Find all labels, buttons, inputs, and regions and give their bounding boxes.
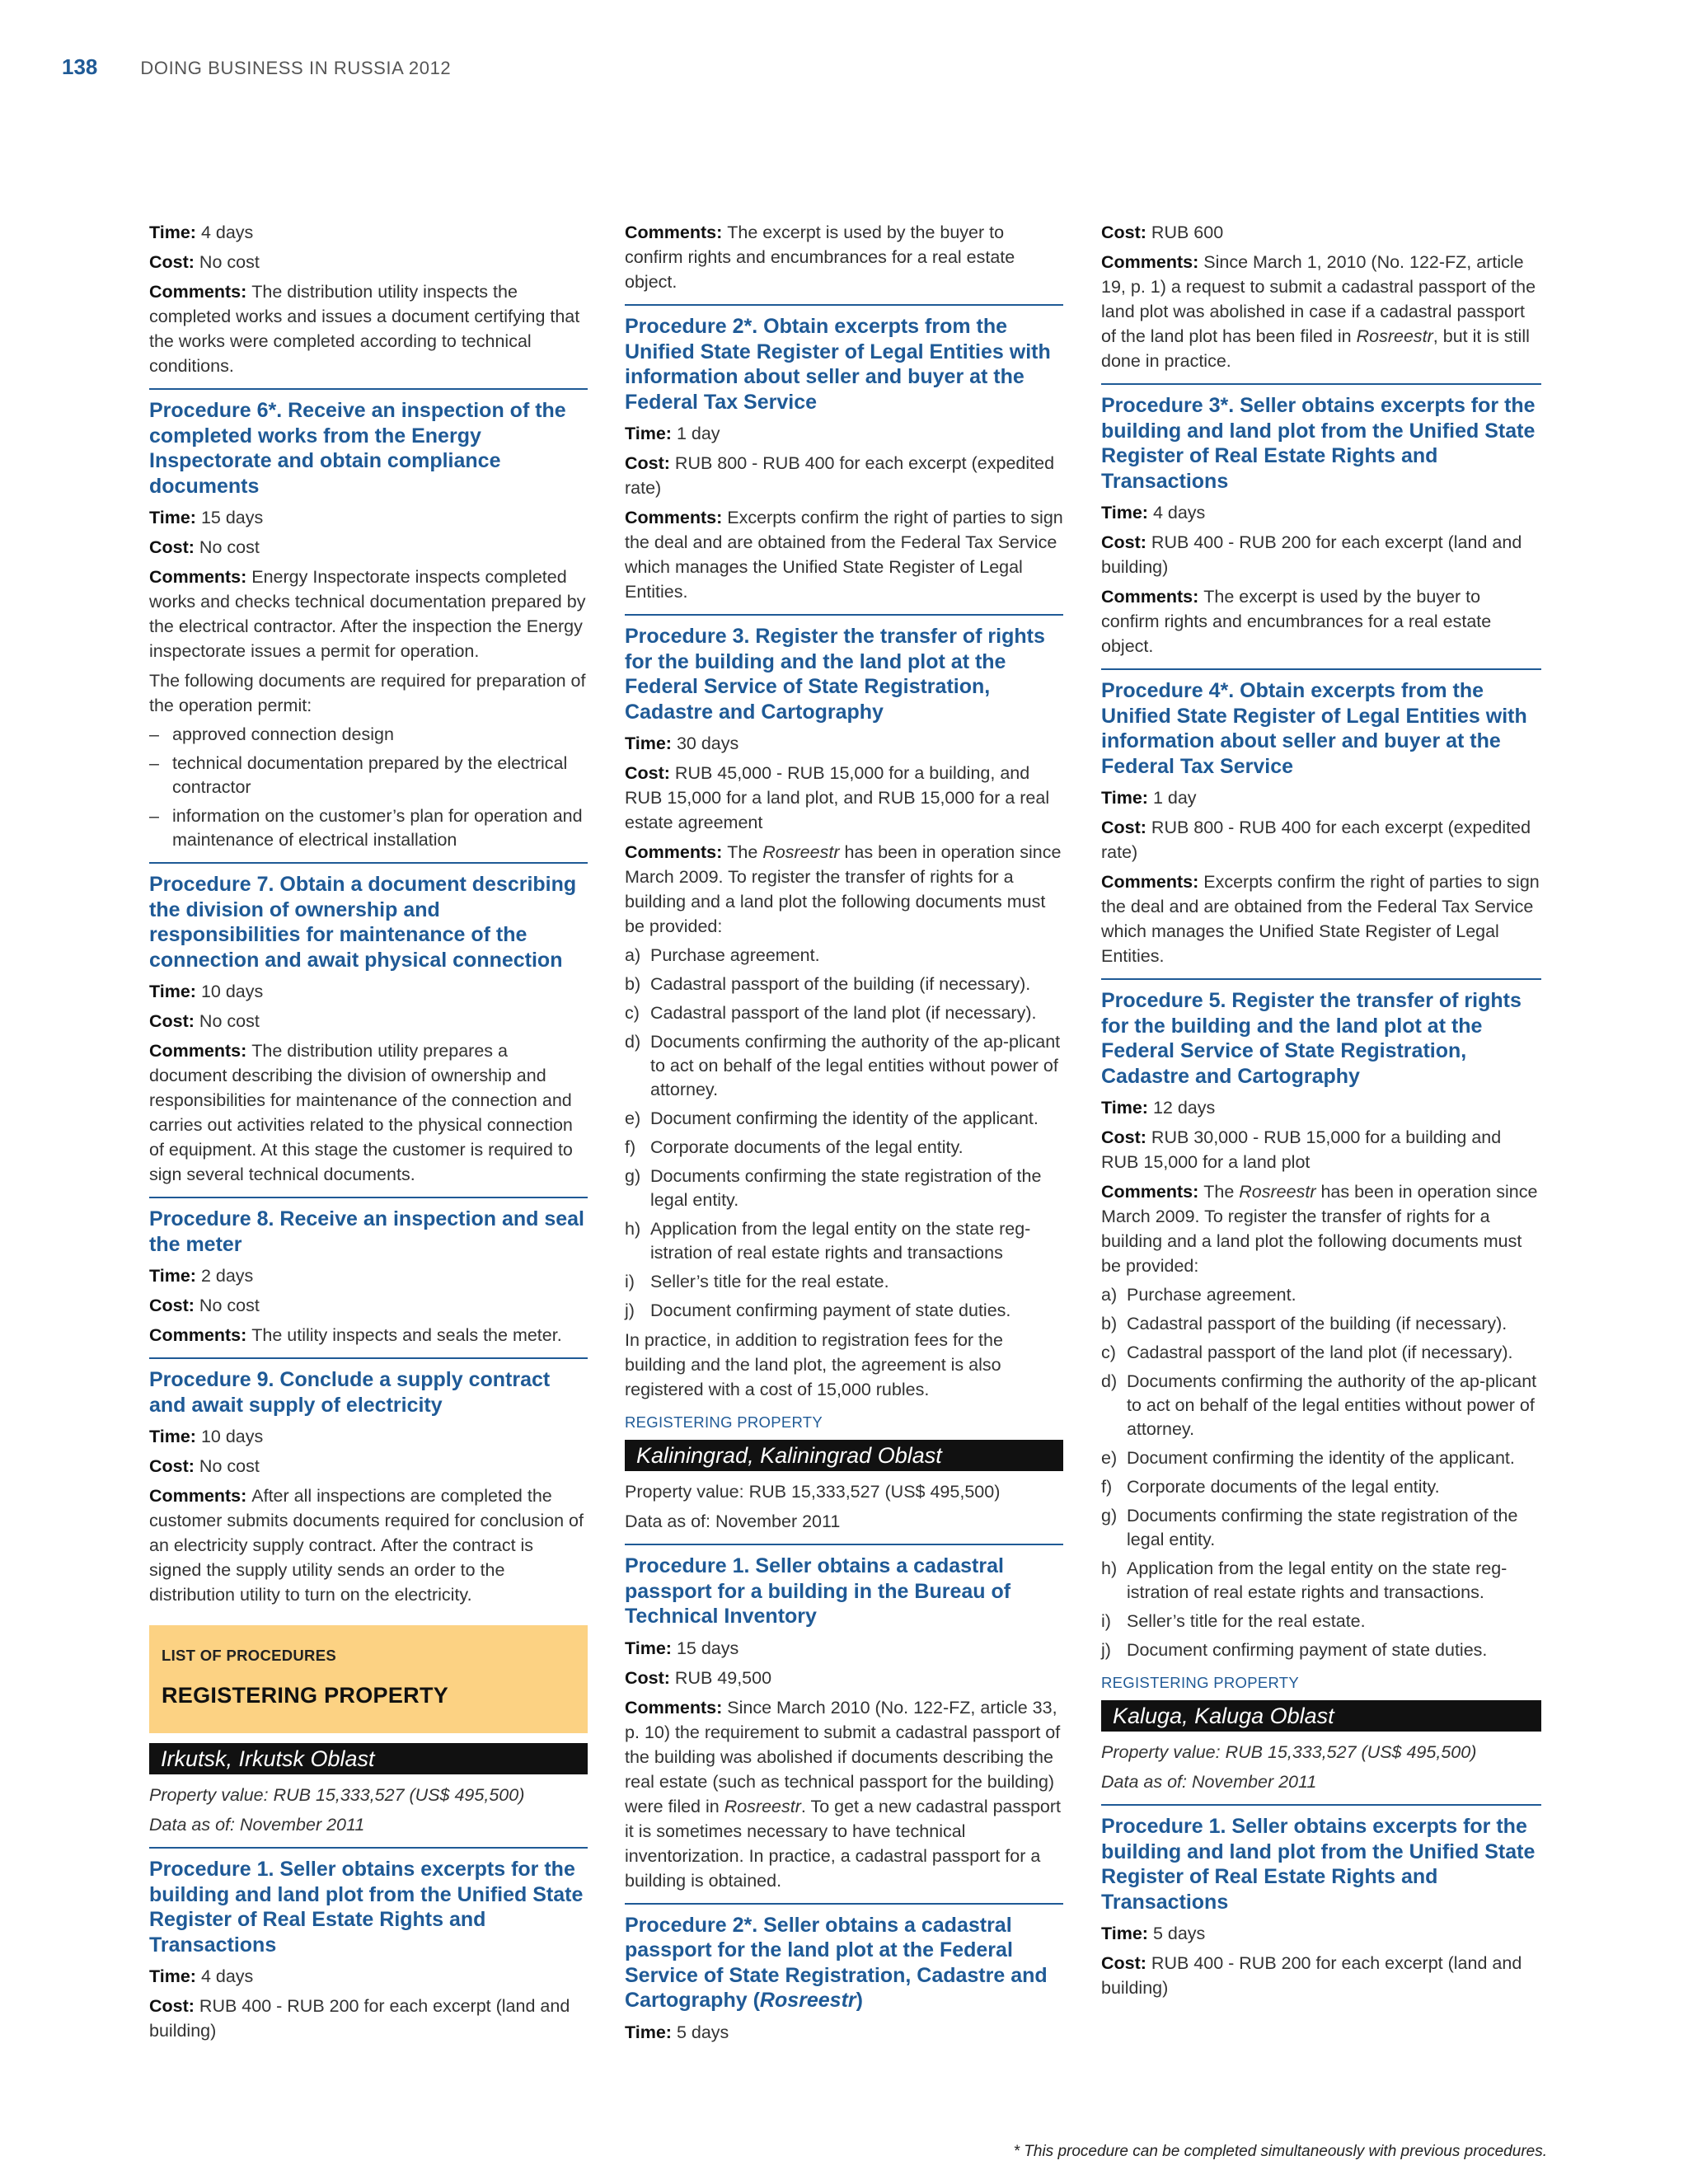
- comments-field: Comments: The excerpt is used by the buyer to confirm rights and encumbrances for a real estate object.: [625, 223, 1015, 292]
- section-label: REGISTERING PROPERTY: [1101, 1674, 1300, 1691]
- list-item: i) Seller’s title for the real estate.: [625, 1272, 889, 1291]
- list-item: c) Cadastral passport of the land plot (if necessary).: [625, 1003, 1037, 1023]
- column-3: [1101, 220, 1541, 2005]
- list-item: g) Documents confirming the state registration of the legal entity.: [1101, 1506, 1518, 1549]
- procedure-title: Procedure 9. Conclude a supply contract and await supply of electricity: [149, 1368, 551, 1417]
- procedure-1-kaluga: [1101, 1804, 1541, 2000]
- procedure-title: Procedure 3*. Seller obtains excerpts for the building and land plot from the Unified State Register of Real Estate Rights and Transactions: [1101, 394, 1536, 493]
- procedure-title: Procedure 8. Receive an inspection and seal the meter: [149, 1207, 584, 1256]
- data-as-of: Data as of: November 2011: [149, 1815, 365, 1835]
- city-heading-kaliningrad: Kaliningrad, Kaliningrad Oblast: [625, 1440, 1063, 1471]
- cost-field: Cost: RUB 400 - RUB 200 for each excerpt (land and building): [1101, 1953, 1522, 1998]
- procedure-title: Procedure 1. Seller obtains excerpts for the building and land plot from the Unified State Register of Real Estate Rights and Transactions: [149, 1858, 584, 1957]
- procedure-title: Procedure 2*. Seller obtains a cadastral passport for the land plot at the Federal Service of State Registration, Cadastre and Cartography (Rosreestr): [625, 1913, 1048, 2012]
- procedure-7: [149, 862, 588, 1187]
- box-heading: REGISTERING PROPERTY: [162, 1683, 449, 1708]
- time-field: Time: 12 days: [1101, 1098, 1216, 1118]
- comments-field: Comments: After all inspections are completed the customer submits documents required for conclusion of an electricity supply contract. After the contract is signed the supply utility sends an order to the distribution utility to turn on the electricity.: [149, 1486, 584, 1605]
- comments-field: Comments: Energy Inspectorate inspects completed works and checks technical documentation prepared by the electrical contractor. After the inspection the Energy inspectorate issues a permit for operation.: [149, 567, 586, 661]
- comments-field: Comments: Since March 2010 (No. 122-FZ, article 33, p. 10) the requirement to submit a cadastral passport of the building was abolished if documents describing the real estate (such as technical passport for the building) were filed in Rosreestr. To get a new cadastral passport it is sometimes necessary to have technical inventorization. In practice, a cadastral passport for a building is obtained.: [625, 1697, 1062, 1891]
- list-item: e) Document confirming the identity of the applicant.: [1101, 1448, 1515, 1468]
- list-item: d) Documents confirming the authority of the ap-plicant to act on behalf of the legal entities without power of attorney.: [625, 1032, 1061, 1099]
- time-field: Time: 4 days: [149, 1966, 254, 1986]
- cost-field: Cost: RUB 45,000 - RUB 15,000 for a building, and RUB 15,000 for a land plot, and RUB 15,000 for a real estate agreement: [625, 763, 1050, 832]
- property-value: Property value: RUB 15,333,527 (US$ 495,500): [625, 1482, 1001, 1502]
- time-field: Time: 15 days: [625, 1638, 739, 1658]
- document-list: [149, 723, 588, 852]
- comments-field: Comments: The Rosreestr has been in operation since March 2009. To register the transfer of rights for a building and a land plot the following documents must be provided:: [1101, 1182, 1538, 1276]
- property-value: Property value: RUB 15,333,527 (US$ 495,500): [149, 1785, 525, 1805]
- list-item: b) Cadastral passport of the building (if necessary).: [1101, 1314, 1507, 1333]
- time-field: Time: 2 days: [149, 1266, 254, 1286]
- time-field: Time: 1 day: [625, 424, 720, 443]
- cost-field: Cost: No cost: [149, 1011, 260, 1031]
- divider: [625, 614, 1063, 616]
- procedure-3-irkutsk: [625, 614, 1063, 1402]
- cost-field: Cost: RUB 400 - RUB 200 for each excerpt (land and building): [1101, 532, 1522, 577]
- list-item: – information on the customer’s plan for operation and maintenance of electrical installation: [149, 804, 588, 852]
- cost-field: Cost: RUB 800 - RUB 400 for each excerpt (expedited rate): [1101, 818, 1531, 862]
- list-item: h) Application from the legal entity on the state reg-istration of real estate rights and transactions.: [1101, 1558, 1507, 1602]
- comments-field: Comments: The utility inspects and seals the meter.: [149, 1325, 562, 1345]
- list-item: c) Cadastral passport of the land plot (if necessary).: [1101, 1343, 1513, 1362]
- time-field: Time: 5 days: [625, 2022, 729, 2042]
- comments-field: Comments: Excerpts confirm the right of parties to sign the deal and are obtained from the Federal Tax Service which manages the Unified State Register of Legal Entities.: [625, 508, 1063, 602]
- list-item: a) Purchase agreement.: [1101, 1285, 1296, 1305]
- list-item: j) Document confirming payment of state duties.: [1101, 1640, 1488, 1660]
- divider: [1101, 978, 1541, 980]
- list-item: g) Documents confirming the state registration of the legal entity.: [625, 1166, 1042, 1210]
- time-field: Time: 10 days: [149, 982, 264, 1001]
- divider: [149, 1847, 588, 1849]
- list-of-procedures-box: [149, 1625, 588, 1733]
- cost-field: Cost: RUB 800 - RUB 400 for each excerpt (expedited rate): [625, 453, 1055, 498]
- city-heading-kaluga: Kaluga, Kaluga Oblast: [1101, 1700, 1541, 1732]
- procedure-8: [149, 1197, 588, 1347]
- divider: [625, 304, 1063, 306]
- procedure-title: Procedure 7. Obtain a document describing the division of ownership and responsibilities for maintenance of the connection and await physical connection: [149, 873, 577, 972]
- comments-field: Comments: Excerpts confirm the right of parties to sign the deal and are obtained from the Federal Tax Service which manages the Unified State Register of Legal Entities.: [1101, 872, 1540, 966]
- cost-field: Cost: RUB 600: [1101, 223, 1224, 242]
- cost-field: Cost: RUB 400 - RUB 200 for each excerpt (land and building): [149, 1996, 570, 2041]
- data-as-of: Data as of: November 2011: [1101, 1772, 1317, 1792]
- procedure-2-irkutsk: [625, 304, 1063, 604]
- list-item: d) Documents confirming the authority of the ap-plicant to act on behalf of the legal entities without power of attorney.: [1101, 1371, 1537, 1439]
- paragraph: In practice, in addition to registration fees for the building and the land plot, the agreement is also registered with a cost of 15,000 rubles.: [625, 1330, 1003, 1399]
- comments-field: Comments: The excerpt is used by the buyer to confirm rights and encumbrances for a real estate object.: [1101, 587, 1492, 656]
- procedure-6: [149, 388, 588, 852]
- column-1: [149, 220, 588, 2048]
- list-item: e) Document confirming the identity of the applicant.: [625, 1108, 1039, 1128]
- page-header: [62, 54, 451, 79]
- list-item: h) Application from the legal entity on the state reg-istration of real estate rights and transactions: [625, 1219, 1031, 1263]
- list-item: – technical documentation prepared by the electrical contractor: [149, 752, 588, 799]
- page-number: 138: [62, 54, 98, 79]
- procedure-title: Procedure 3. Register the transfer of rights for the building and the land plot at the Federal Service of State Registration, Cadastre and Cartography: [625, 625, 1045, 724]
- list-item: b) Cadastral passport of the building (if necessary).: [625, 974, 1031, 994]
- comments-field: Comments: The distribution utility inspects the completed works and issues a document certifying that the works were completed according to technical conditions.: [149, 282, 580, 376]
- list-item: j) Document confirming payment of state duties.: [625, 1301, 1011, 1320]
- time-field: Time: 30 days: [625, 733, 739, 753]
- procedure-9: [149, 1357, 588, 1607]
- divider: [149, 1197, 588, 1198]
- procedure-title: Procedure 2*. Obtain excerpts from the Unified State Register of Legal Entities with information about seller and buyer at the Federal Tax Service: [625, 315, 1051, 414]
- list-item: f) Corporate documents of the legal entity.: [1101, 1477, 1440, 1497]
- divider: [1101, 668, 1541, 670]
- document-list: [1101, 1283, 1541, 1662]
- list-item: a) Purchase agreement.: [625, 945, 820, 965]
- list-item: f) Corporate documents of the legal entity.: [625, 1137, 964, 1157]
- time-field: Time: 4 days: [149, 223, 254, 242]
- cost-field: Cost: No cost: [149, 1456, 260, 1476]
- cost-field: Cost: No cost: [149, 1296, 260, 1315]
- footnote: * This procedure can be completed simultaneously with previous procedures.: [1013, 2143, 1547, 2160]
- divider: [149, 862, 588, 864]
- list-item: i) Seller’s title for the real estate.: [1101, 1611, 1366, 1631]
- paragraph: The following documents are required for preparation of the operation permit:: [149, 671, 586, 715]
- section-label: REGISTERING PROPERTY: [625, 1413, 823, 1431]
- procedure-title: Procedure 4*. Obtain excerpts from the Unified State Register of Legal Entities with information about seller and buyer at the Federal Tax Service: [1101, 679, 1527, 778]
- document-list: [625, 944, 1063, 1323]
- time-field: Time: 4 days: [1101, 503, 1206, 523]
- procedure-3-kaliningrad: [1101, 383, 1541, 658]
- comments-field: Comments: The Rosreestr has been in operation since March 2009. To register the transfer of rights for a building and a land plot the following documents must be provided:: [625, 842, 1062, 936]
- procedure-title: Procedure 6*. Receive an inspection of the completed works from the Energy Inspectorate and obtain compliance documents: [149, 399, 566, 498]
- running-title: DOING BUSINESS IN RUSSIA 2012: [140, 58, 452, 78]
- procedure-1-irkutsk: [149, 1847, 588, 2043]
- procedure-title: Procedure 1. Seller obtains excerpts for the building and land plot from the Unified State Register of Real Estate Rights and Transactions: [1101, 1815, 1536, 1914]
- divider: [625, 1903, 1063, 1905]
- data-as-of: Data as of: November 2011: [625, 1511, 841, 1531]
- procedure-title: Procedure 1. Seller obtains a cadastral passport for a building in the Bureau of Technical Inventory: [625, 1554, 1011, 1628]
- procedure-1-kaliningrad: [625, 1544, 1063, 1893]
- city-heading-irkutsk: Irkutsk, Irkutsk Oblast: [149, 1743, 588, 1774]
- cost-field: Cost: RUB 49,500: [625, 1667, 772, 1688]
- divider: [149, 1357, 588, 1359]
- procedure-2-kaliningrad: [625, 1903, 1063, 2045]
- procedure-5-kaliningrad: [1101, 978, 1541, 1662]
- property-value: Property value: RUB 15,333,527 (US$ 495,500): [1101, 1742, 1477, 1762]
- time-field: Time: 15 days: [149, 508, 264, 527]
- comments-field: Comments: Since March 1, 2010 (No. 122-FZ, article 19, p. 1) a request to submit a cadastral passport of the land plot was abolished in case if a cadastral passport of the land plot has been filed in Rosreestr, but it is still done in practice.: [1101, 252, 1536, 371]
- column-2: [625, 220, 1063, 2050]
- procedure-4-kaliningrad: [1101, 668, 1541, 968]
- divider: [149, 388, 588, 390]
- comments-field: Comments: The distribution utility prepares a document describing the division of ownership and responsibilities for maintenance of the connection and carries out activities related to the physical connection of equipment. At this stage the customer is required to sign several technical documents.: [149, 1041, 573, 1184]
- divider: [1101, 383, 1541, 385]
- cost-field: Cost: No cost: [149, 537, 260, 557]
- divider: [625, 1544, 1063, 1545]
- list-item: – approved connection design: [149, 723, 588, 747]
- procedure-title: Procedure 5. Register the transfer of rights for the building and the land plot at the Federal Service of State Registration, Cadastre and Cartography: [1101, 989, 1522, 1088]
- divider: [1101, 1804, 1541, 1806]
- cost-field: Cost: No cost: [149, 252, 260, 272]
- time-field: Time: 5 days: [1101, 1924, 1206, 1943]
- box-label: LIST OF PROCEDURES: [162, 1647, 336, 1664]
- cost-field: Cost: RUB 30,000 - RUB 15,000 for a building and RUB 15,000 for a land plot: [1101, 1127, 1502, 1172]
- time-field: Time: 1 day: [1101, 788, 1197, 808]
- time-field: Time: 10 days: [149, 1427, 264, 1446]
